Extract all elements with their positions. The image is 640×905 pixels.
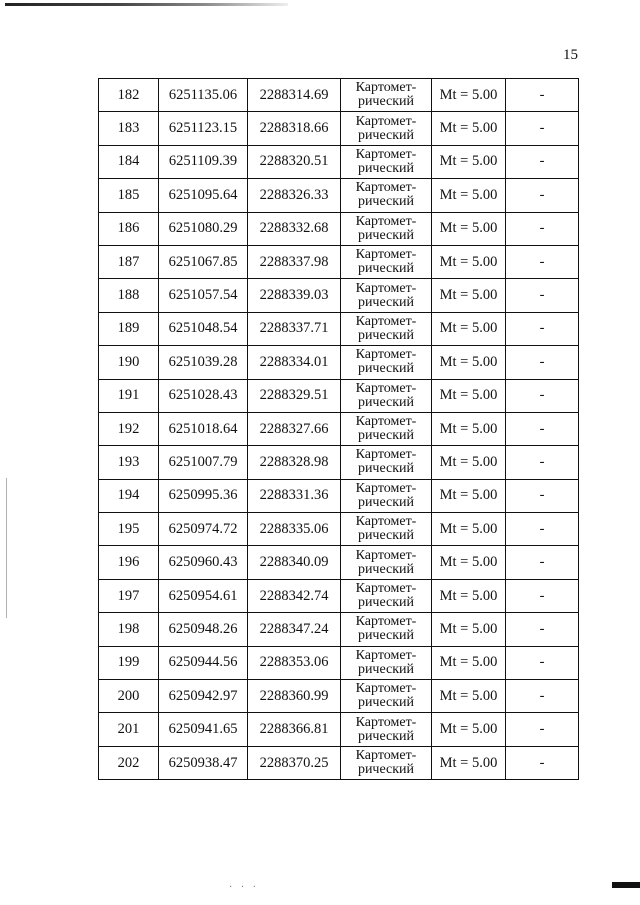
x-coordinate-cell: 6251007.79 <box>159 446 248 479</box>
note-cell: - <box>506 579 579 612</box>
accuracy-cell: Mt = 5.00 <box>432 446 506 479</box>
note-cell: - <box>506 713 579 746</box>
method-line-2: рический <box>357 327 415 343</box>
method-line-2: рический <box>357 661 415 677</box>
scan-margin-mark <box>6 478 7 618</box>
y-coordinate-cell: 2288342.74 <box>248 579 341 612</box>
y-coordinate-cell: 2288331.36 <box>248 479 341 512</box>
method-cell <box>341 613 432 646</box>
x-coordinate-cell: 6250941.65 <box>159 713 248 746</box>
coordinates-table <box>98 78 579 780</box>
y-coordinate-cell: 2288329.51 <box>248 379 341 412</box>
point-number-cell: 184 <box>99 145 159 178</box>
note-cell: - <box>506 145 579 178</box>
x-coordinate-cell: 6251123.15 <box>159 112 248 145</box>
method-line-2: рический <box>357 361 415 377</box>
method-line-1: Картомет- <box>355 614 417 630</box>
x-coordinate-cell: 6250974.72 <box>159 513 248 546</box>
accuracy-cell: Mt = 5.00 <box>432 546 506 579</box>
table-row <box>99 546 579 579</box>
method-line-2: рический <box>357 227 415 243</box>
y-coordinate-cell: 2288327.66 <box>248 412 341 445</box>
point-number-cell: 190 <box>99 346 159 379</box>
accuracy-cell: Mt = 5.00 <box>432 312 506 345</box>
note-cell: - <box>506 646 579 679</box>
y-coordinate-cell: 2288326.33 <box>248 179 341 212</box>
table-row <box>99 646 579 679</box>
scan-corner-mark <box>612 882 640 888</box>
method-line-1: Картомет- <box>355 347 417 363</box>
table-row <box>99 746 579 779</box>
table-row <box>99 713 579 746</box>
method-line-1: Картомет- <box>355 447 417 463</box>
accuracy-cell: Mt = 5.00 <box>432 713 506 746</box>
y-coordinate-cell: 2288340.09 <box>248 546 341 579</box>
accuracy-cell: Mt = 5.00 <box>432 646 506 679</box>
scan-header-rule <box>5 3 288 6</box>
note-cell: - <box>506 312 579 345</box>
note-cell: - <box>506 212 579 245</box>
table-row <box>99 379 579 412</box>
note-cell: - <box>506 279 579 312</box>
y-coordinate-cell: 2288337.98 <box>248 245 341 278</box>
method-line-2: рический <box>357 428 415 444</box>
method-cell <box>341 746 432 779</box>
method-line-2: рический <box>357 394 415 410</box>
point-number-cell: 202 <box>99 746 159 779</box>
note-cell: - <box>506 513 579 546</box>
accuracy-cell: Mt = 5.00 <box>432 680 506 713</box>
point-number-cell: 188 <box>99 279 159 312</box>
method-line-1: Картомет- <box>355 146 417 162</box>
y-coordinate-cell: 2288335.06 <box>248 513 341 546</box>
y-coordinate-cell: 2288366.81 <box>248 713 341 746</box>
method-line-2: рический <box>357 461 415 477</box>
method-cell <box>341 279 432 312</box>
table-row <box>99 212 579 245</box>
method-cell <box>341 680 432 713</box>
point-number-cell: 186 <box>99 212 159 245</box>
table-row <box>99 412 579 445</box>
accuracy-cell: Mt = 5.00 <box>432 79 506 112</box>
scan-artifact-dots: · · · <box>229 882 259 893</box>
x-coordinate-cell: 6250960.43 <box>159 546 248 579</box>
method-line-1: Картомет- <box>355 681 417 697</box>
method-line-1: Картомет- <box>355 414 417 430</box>
note-cell: - <box>506 446 579 479</box>
y-coordinate-cell: 2288370.25 <box>248 746 341 779</box>
x-coordinate-cell: 6250954.61 <box>159 579 248 612</box>
x-coordinate-cell: 6250995.36 <box>159 479 248 512</box>
x-coordinate-cell: 6251039.28 <box>159 346 248 379</box>
table-row <box>99 79 579 112</box>
y-coordinate-cell: 2288332.68 <box>248 212 341 245</box>
point-number-cell: 201 <box>99 713 159 746</box>
accuracy-cell: Mt = 5.00 <box>432 145 506 178</box>
method-line-1: Картомет- <box>355 748 417 763</box>
method-line-1: Картомет- <box>355 714 417 730</box>
note-cell: - <box>506 680 579 713</box>
method-line-2: рический <box>357 194 415 210</box>
method-cell <box>341 646 432 679</box>
table-row <box>99 312 579 345</box>
point-number-cell: 193 <box>99 446 159 479</box>
y-coordinate-cell: 2288339.03 <box>248 279 341 312</box>
method-cell <box>341 446 432 479</box>
method-line-2: рический <box>357 494 415 510</box>
note-cell: - <box>506 613 579 646</box>
table-row <box>99 613 579 646</box>
note-cell: - <box>506 79 579 112</box>
table-row <box>99 145 579 178</box>
table-row <box>99 279 579 312</box>
method-cell <box>341 346 432 379</box>
method-line-2: рический <box>357 94 415 110</box>
method-line-2: рический <box>357 127 415 143</box>
x-coordinate-cell: 6250942.97 <box>159 680 248 713</box>
method-line-2: рический <box>357 595 415 611</box>
method-line-1: Картомет- <box>355 480 417 496</box>
x-coordinate-cell: 6250944.56 <box>159 646 248 679</box>
accuracy-cell: Mt = 5.00 <box>432 279 506 312</box>
accuracy-cell: Mt = 5.00 <box>432 479 506 512</box>
method-cell <box>341 546 432 579</box>
accuracy-cell: Mt = 5.00 <box>432 346 506 379</box>
point-number-cell: 183 <box>99 112 159 145</box>
note-cell: - <box>506 546 579 579</box>
accuracy-cell: Mt = 5.00 <box>432 746 506 779</box>
note-cell: - <box>506 412 579 445</box>
table-row <box>99 245 579 278</box>
method-line-1: Картомет- <box>355 280 417 296</box>
method-line-1: Картомет- <box>355 647 417 663</box>
coordinates-table-body <box>99 79 579 780</box>
method-line-1: Картомет- <box>355 581 417 597</box>
method-line-2: рический <box>357 294 415 310</box>
method-line-2: рический <box>357 261 415 277</box>
x-coordinate-cell: 6251109.39 <box>159 145 248 178</box>
table-row <box>99 579 579 612</box>
table-row <box>99 680 579 713</box>
table-row <box>99 112 579 145</box>
method-line-1: Картомет- <box>355 380 417 396</box>
method-cell <box>341 513 432 546</box>
point-number-cell: 187 <box>99 245 159 278</box>
y-coordinate-cell: 2288353.06 <box>248 646 341 679</box>
x-coordinate-cell: 6251028.43 <box>159 379 248 412</box>
point-number-cell: 185 <box>99 179 159 212</box>
x-coordinate-cell: 6250938.47 <box>159 746 248 779</box>
y-coordinate-cell: 2288347.24 <box>248 613 341 646</box>
x-coordinate-cell: 6251018.64 <box>159 412 248 445</box>
table-row <box>99 446 579 479</box>
point-number-cell: 195 <box>99 513 159 546</box>
table-row <box>99 479 579 512</box>
table-row <box>99 346 579 379</box>
accuracy-cell: Mt = 5.00 <box>432 579 506 612</box>
note-cell: - <box>506 746 579 779</box>
method-line-1: Картомет- <box>355 213 417 229</box>
accuracy-cell: Mt = 5.00 <box>432 112 506 145</box>
method-cell <box>341 179 432 212</box>
method-line-2: рический <box>357 160 415 176</box>
accuracy-cell: Mt = 5.00 <box>432 613 506 646</box>
method-line-2: рический <box>357 762 415 777</box>
x-coordinate-cell: 6251048.54 <box>159 312 248 345</box>
method-cell <box>341 379 432 412</box>
method-cell <box>341 145 432 178</box>
method-line-2: рический <box>357 528 415 544</box>
method-cell <box>341 412 432 445</box>
x-coordinate-cell: 6251135.06 <box>159 79 248 112</box>
method-cell <box>341 479 432 512</box>
method-line-2: рический <box>357 561 415 577</box>
method-line-1: Картомет- <box>355 113 417 129</box>
y-coordinate-cell: 2288334.01 <box>248 346 341 379</box>
point-number-cell: 196 <box>99 546 159 579</box>
accuracy-cell: Mt = 5.00 <box>432 212 506 245</box>
point-number-cell: 199 <box>99 646 159 679</box>
method-cell <box>341 112 432 145</box>
y-coordinate-cell: 2288328.98 <box>248 446 341 479</box>
method-line-1: Картомет- <box>355 313 417 329</box>
y-coordinate-cell: 2288360.99 <box>248 680 341 713</box>
accuracy-cell: Mt = 5.00 <box>432 513 506 546</box>
note-cell: - <box>506 479 579 512</box>
x-coordinate-cell: 6251067.85 <box>159 245 248 278</box>
note-cell: - <box>506 179 579 212</box>
accuracy-cell: Mt = 5.00 <box>432 179 506 212</box>
point-number-cell: 189 <box>99 312 159 345</box>
method-cell <box>341 212 432 245</box>
note-cell: - <box>506 112 579 145</box>
point-number-cell: 198 <box>99 613 159 646</box>
method-cell <box>341 579 432 612</box>
point-number-cell: 194 <box>99 479 159 512</box>
x-coordinate-cell: 6250948.26 <box>159 613 248 646</box>
method-line-1: Картомет- <box>355 514 417 530</box>
point-number-cell: 197 <box>99 579 159 612</box>
point-number-cell: 192 <box>99 412 159 445</box>
coordinates-table-wrapper <box>98 78 579 780</box>
x-coordinate-cell: 6251057.54 <box>159 279 248 312</box>
y-coordinate-cell: 2288314.69 <box>248 79 341 112</box>
method-cell <box>341 245 432 278</box>
x-coordinate-cell: 6251080.29 <box>159 212 248 245</box>
method-line-2: рический <box>357 728 415 744</box>
note-cell: - <box>506 379 579 412</box>
method-cell <box>341 312 432 345</box>
point-number-cell: 191 <box>99 379 159 412</box>
accuracy-cell: Mt = 5.00 <box>432 412 506 445</box>
point-number-cell: 182 <box>99 79 159 112</box>
x-coordinate-cell: 6251095.64 <box>159 179 248 212</box>
page-number: 15 <box>563 47 578 63</box>
method-line-1: Картомет- <box>355 180 417 196</box>
method-line-2: рический <box>357 695 415 711</box>
accuracy-cell: Mt = 5.00 <box>432 379 506 412</box>
point-number-cell: 200 <box>99 680 159 713</box>
accuracy-cell: Mt = 5.00 <box>432 245 506 278</box>
method-line-2: рический <box>357 628 415 644</box>
method-cell <box>341 713 432 746</box>
y-coordinate-cell: 2288320.51 <box>248 145 341 178</box>
method-line-1: Картомет- <box>355 247 417 263</box>
table-row <box>99 513 579 546</box>
method-cell <box>341 79 432 112</box>
method-line-1: Картомет- <box>355 80 417 96</box>
y-coordinate-cell: 2288318.66 <box>248 112 341 145</box>
method-line-1: Картомет- <box>355 547 417 563</box>
note-cell: - <box>506 245 579 278</box>
table-row <box>99 179 579 212</box>
note-cell: - <box>506 346 579 379</box>
y-coordinate-cell: 2288337.71 <box>248 312 341 345</box>
